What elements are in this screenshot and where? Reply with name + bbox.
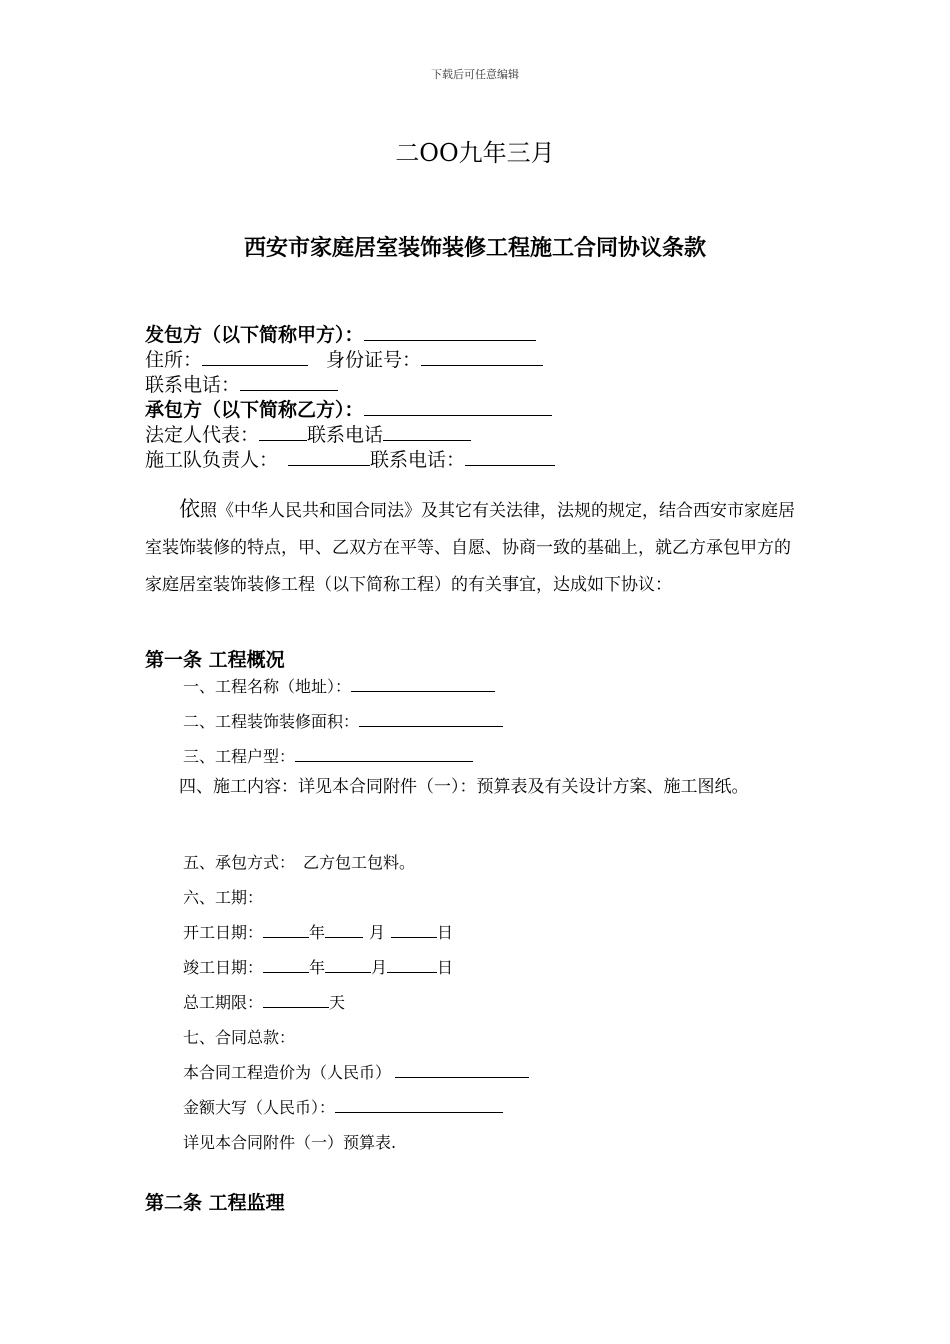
address-label: 住所： [145,349,203,371]
id-blank[interactable] [421,347,543,366]
intro-paragraph [145,491,807,604]
house-type-line [183,744,473,767]
amount-words-blank[interactable] [335,1097,503,1113]
start-date-label: 开工日期： [183,923,264,942]
contract-price-label: 本合同工程造价为（人民币） [183,1063,392,1082]
end-day-unit: 日 [437,958,454,977]
party-a-phone-blank[interactable] [240,372,338,391]
see-budget-note: 详见本合同附件（一）预算表. [183,1133,397,1152]
party-a-line [145,322,536,348]
contract-price-heading: 七、合同总款： [183,1028,296,1047]
start-day-unit: 日 [437,923,454,942]
contract-mode-value: 乙方包工包料。 [303,853,416,872]
amount-words-line [183,1095,503,1118]
id-label: 身份证号： [326,349,422,371]
project-name-label: 一、工程名称（地址）： [183,677,352,696]
area-blank[interactable] [359,711,503,727]
team-leader-label: 施工队负责人： [145,449,279,471]
intro-lead-char: 依 [179,497,200,521]
period-heading: 六、工期： [183,888,264,907]
document-date: 二OO九年三月 [395,139,555,167]
total-period-line [183,990,345,1013]
party-a-label: 发包方（以下简称甲方）： [145,324,364,346]
end-year-unit: 年 [309,958,326,977]
project-name-blank[interactable] [351,676,495,692]
house-type-blank[interactable] [295,746,473,762]
project-name-line [183,674,495,697]
intro-text: 照《中华人民共和国合同法》及其它有关法律，法规的规定，结合西安市家庭居室装饰装修的特点，甲、乙双方在平等、自愿、协商一致的基础上，就乙方承包甲方的家庭居室装饰装修工程（以下简称工程）的有关事宜，达成如下协议： [145,501,795,595]
team-leader-phone-blank[interactable] [465,447,555,466]
legal-rep-line [145,422,471,448]
house-type-label: 三、工程户型： [183,747,296,766]
contract-price-blank[interactable] [395,1062,529,1078]
end-date-line [183,955,453,978]
party-a-blank[interactable] [364,322,536,341]
party-b-line [145,397,552,423]
party-b-label: 承包方（以下简称乙方）： [145,399,364,421]
start-year-unit: 年 [309,923,326,942]
team-leader-line [145,447,555,473]
party-a-phone-line [145,372,338,398]
days-unit: 天 [329,993,346,1012]
area-label: 二、工程装饰装修面积： [183,712,360,731]
end-month-unit: 月 [371,958,388,977]
start-month-unit: 月 [369,923,386,942]
contract-price-line [183,1060,529,1083]
end-month-blank[interactable] [325,957,371,973]
page-header-note: 下载后可任意编辑 [431,68,519,81]
start-month-blank[interactable] [325,922,363,938]
start-year-blank[interactable] [263,922,309,938]
contract-mode-line [183,850,415,873]
address-blank[interactable] [202,347,308,366]
team-leader-phone-label: 联系电话： [370,449,466,471]
article-2-heading: 第二条 工程监理 [145,1192,285,1214]
contract-mode-label: 五、承包方式： [183,853,296,872]
total-period-label: 总工期限： [183,993,264,1012]
article-1-heading: 第一条 工程概况 [145,649,285,671]
end-day-blank[interactable] [387,957,437,973]
legal-rep-blank[interactable] [259,422,307,441]
team-leader-blank[interactable] [288,447,370,466]
legal-rep-phone-label: 联系电话 [307,424,384,446]
amount-words-label: 金额大写（人民币）： [183,1098,336,1117]
total-period-blank[interactable] [263,992,329,1008]
area-line [183,709,503,732]
end-date-label: 竣工日期： [183,958,264,977]
document-title: 西安市家庭居室装饰装修工程施工合同协议条款 [243,235,706,261]
end-year-blank[interactable] [263,957,309,973]
construction-content: 四、施工内容：详见本合同附件（一）：预算表及有关设计方案、施工图纸。 [179,777,749,797]
party-b-blank[interactable] [364,397,552,416]
legal-rep-label: 法定人代表： [145,424,260,446]
start-date-line [183,920,453,943]
start-day-blank[interactable] [391,922,437,938]
address-line [145,347,543,373]
party-a-phone-label: 联系电话： [145,374,241,396]
legal-rep-phone-blank[interactable] [383,422,471,441]
